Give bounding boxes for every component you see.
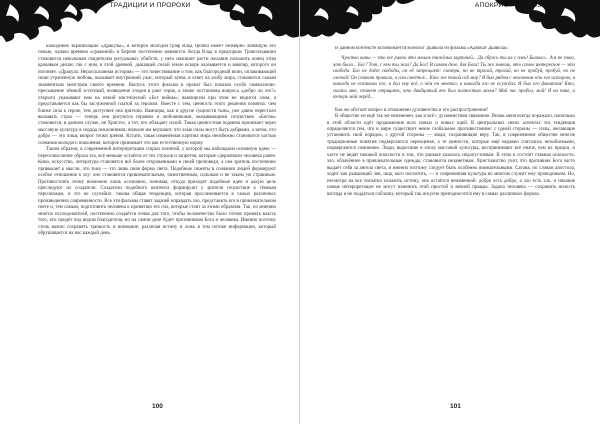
running-head: ТРАДИЦИИ И ПРОРОКИ <box>109 2 191 9</box>
devil-monologue-quote: Чувство вины — это все равно что мешок тяжёлых кирпичей... Да сбрось ты их с плеч! Бывало... А я не знаю, что было... Бог? Тот, с кем ты жил? Да Бог! В самом деле, для Бога! Ты же знаешь, что самое интересное — это свобода. Бог не даёт свободы, он её запрещает: смотри, но не трогай, трогай, но не пробуй, пробуй, но не глотай! Он ставит правила, а сам смеётся... Кто же такой сей мир? Я был рядом с человеком всю его историю, я никогда не оставлял его; я дал ему всё, о чём он мечтал, и никогда его не осуждал. Я был его фанатом! Кто, скажи мне, станет отрицать, что двадцатый век был полностью моим? Мой час пробил, мой! Я на пике, и теперь мой черёд... <box>333 56 575 101</box>
page-number: 101 <box>450 403 461 410</box>
paragraph: шокоднюю экранизацию «Дракулы», в которой молодой граф Влад Цепеш имеет безмерно любящую его семью, однако времена «сражений» в Европе постепенно меняются. Когда Влад в предгорьях Трансильвании становится невольным свидетелем ритуальных убийств, у него начинает расти желание положить конец этим кровавым делам; так с ним, в этой древней, дышащей силой земле вскоре оказывается и вампир, которого он изгоняет. «Дракула: Нерассказанная история» — это повествование о том, как благородный воин, оплакивающий свою утраченную любовь, вызывает внутренний ужас, который затем, в ответ на злобу мира, становится самым знаменитым монстром своего времени. Выпуск этого фильма в прокат был показан особо символично: пресыщение тёмной эстетикой, возведение злодея в ранг героя, а также постановка вопроса «добро ли это?» открыто указывают нам на некий мистический «Бог войны»; вампиризм при этом не видится злом, а представляется как бы заслуженной платой за героизм. Вместе с тем, ценность этого решения понятна: чем ближе сила к герою, тем доступнее она зрителю. Вампиры, как и другие сущности тьмы, уже давно перестали вызывать страх — теперь они рисуются героями и любовниками, вызывающими сочувствие. «Богом» становится, в данном случае, не Христос, а тот, кто обладает силой. Такая ценностная подмена проникает через массовую культуру в сердца поклонников; вначале им внушают, что злые силы могут быть добрыми, а затем, что добро — это лишь вопрос точки зрения. Кстати, такая изменённая картина мира неизбежно становится частью сознания молодого поколения, которое принимает это как естественную норму. <box>38 44 276 146</box>
paragraph: Таким образом, в современной интерпретации старых понятий, у которой мы наблюдаем основную идею — переосмысление образа зла, всё меньше остаётся от тех страхов и запретов, которые сдерживали человека ранее. Кино, искусство, литература становятся всё более откровенными в своей проповеди, а сам зритель постепенно привыкает к мысли, что тьма — это лишь иная форма света. Подобные сюжеты в сознании людей формируют особое отношение к злу: оно становится привлекательным, таинственным, сильным и не таким уж страшным. Противостоять этому возможно лишь осознанно, понимая, откуда приходят подобные идеи и какую цель преследуют их создатели. Создатели подобного контента формируют у зрителя сочувствие к тёмным персонажам, и это не случайно: такова общая тенденция, которая прослеживается в самых различных произведениях современности. Все эти фильмы ставят задачей оправдать зло, представить его в привлекательном свете и, тем самым, подготовить человека к принятию тех сил, которые стоят за этими образами. Так, по мнению многих исследователей, постепенно создаётся почва для того, чтобы человечество было готово принять власть того, кто придёт под видом благодетеля, но на самом деле будет противником Бога и человека. Именно поэтому столь важно сохранять трезвость и внимание, различая истину и ложь в том потоке информации, который обрушивается на нас каждый день. <box>38 147 276 237</box>
page-number: 100 <box>152 403 163 410</box>
intro-paragraph: В данном контексте вспоминается монолог Дьявола из фильма «Адвокат Дьявола»: <box>335 46 509 51</box>
left-body-text <box>38 44 276 379</box>
right-body-text <box>327 46 575 396</box>
running-head: АПОКРИФ • №3 • 03.2017 (Ж.2 кл.) <box>474 2 590 9</box>
paragraph: В обществе он ещё так же неизменен, как и всё с духовенством связанное. Вновь меня всегда поражало, насколько в этой области идёт продвижение всех новых и новых идей. В центральных своих аспектах эта тенденция определяется тем, что в мире существует некое глобальное противостояние: с одной стороны — силы, желающие установить свой порядок, с другой стороны — люди, сохраняющие веру. Так, в современном обществе многие традиционные понятия подвергаются переоценке, а те ценности, которые ещё недавно считались незыблемыми, подвергаются сомнению. Люди, выросшие в эпоху массовой культуры, воспринимают всё иначе, чем их предки, и часто не видят никакой опасности в том, что раньше казалось недопустимым. В этом и состоит главная опасность: зло, облачённое в привлекательные одежды, становится незаметным. Христианство учит, что противник Бога часто выдаёт себя за ангела света, и именно поэтому следует быть особенно внимательными. Сатана, по словам апостола, ходит как рыкающий лев, ища, кого поглотить, — и современная культура во многом служит ему проводником. Но, несмотря на все попытки исказить истину, она остаётся неизменной: добро есть добро, а зло есть зло, и никакие новые интерпретации не могут изменить этой простой и вечной правды. Задача человека — сохранить ясность взгляда и не поддаться соблазну, который так искусно преподносится ему в самых различных формах. <box>327 114 575 197</box>
right-page <box>300 0 600 424</box>
question-paragraph: Как же обстоит вопрос в отношении духовенства и его распространения? <box>335 107 489 113</box>
